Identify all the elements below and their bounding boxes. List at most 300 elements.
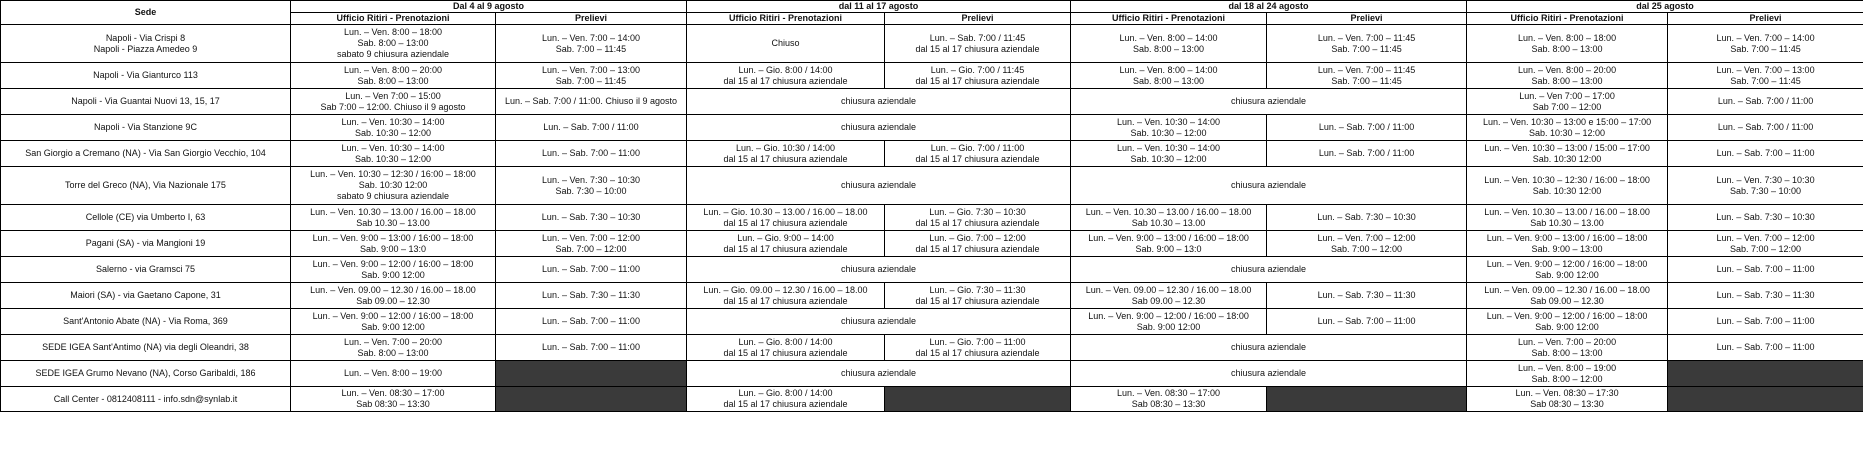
schedule-line: Lun. – Ven. 09.00 – 12.30 / 16.00 – 18.00 (310, 284, 476, 295)
sede-line: Call Center - 0812408111 - info.sdn@synlab.it (53, 393, 238, 404)
sede-line: Napoli - Piazza Amedeo 9 (93, 43, 198, 54)
schedule-line: Lun. – Ven. 7:00 – 12:00 (1716, 232, 1815, 243)
schedule-cell (1071, 231, 1267, 257)
schedule-line: Sab. 10:30 12:00 (358, 180, 428, 190)
schedule-line: Sab. 7:00 – 11:45 (1331, 75, 1402, 86)
schedule-cell (291, 257, 496, 283)
schedule-cell (1668, 141, 1863, 167)
schedule-line: dal 15 al 17 chiusura aziendale (915, 153, 1040, 164)
schedule-line: Sab. 10:30 – 12:00 (1130, 153, 1207, 164)
schedule-line: Lun. – Ven 7:00 – 17:00 (1519, 90, 1615, 101)
sede-line: SEDE IGEA Grumo Nevano (NA), Corso Garibaldi, 186 (35, 368, 256, 378)
schedule-line: Sab. 10:30 – 12:00 (1130, 127, 1207, 138)
schedule-line: Lun. – Ven. 08:30 – 17:00 (341, 388, 445, 398)
blocked-cell (885, 387, 1071, 412)
schedule-line: Sab 09.00 – 12.30 (1131, 295, 1206, 306)
schedule-cell (1467, 141, 1668, 167)
schedule-line: Lun. – Ven. 8:00 – 18:00 (343, 27, 443, 37)
schedule-line: dal 15 al 17 chiusura aziendale (723, 75, 848, 86)
schedule-line: chiusura aziendale (840, 264, 917, 274)
schedule-cell (1071, 167, 1467, 205)
schedule-cell (1668, 167, 1863, 205)
schedule-line: Lun. – Ven. 9:00 – 12:00 / 16:00 – 18:00 (1486, 310, 1648, 321)
header-prelievi: Prelievi (1267, 13, 1467, 25)
schedule-line: Lun. – Sab. 7:30 – 11:30 (1317, 290, 1416, 300)
schedule-line: Lun. – Ven. 10:30 – 14:00 (1116, 116, 1221, 127)
schedule-cell (1071, 283, 1267, 309)
schedule-line: dal 15 al 17 chiusura aziendale (723, 295, 848, 306)
schedule-cell (1071, 257, 1467, 283)
schedule-cell (496, 309, 687, 335)
sede-line: Maiori (SA) - via Gaetano Capone, 31 (70, 290, 221, 300)
schedule-line: dal 15 al 17 chiusura aziendale (723, 217, 848, 228)
sede-cell (1, 205, 291, 231)
sede-line: Napoli - Via Guantai Nuovi 13, 15, 17 (71, 96, 220, 106)
sede-line: Torre del Greco (NA), Via Nazionale 175 (65, 180, 226, 190)
schedule-line: Sab 10.30 – 13.00 (356, 217, 430, 228)
schedule-line: Sab. 10:30 – 12:00 (354, 127, 432, 138)
schedule-line: Lun. – Gio. 09.00 – 12.30 / 16.00 – 18.00 (703, 284, 868, 295)
schedule-cell (1071, 141, 1267, 167)
schedule-cell (1467, 63, 1668, 89)
schedule-line: Sab. 8:00 – 13:00 (1132, 75, 1205, 86)
schedule-cell (885, 141, 1071, 167)
schedule-cell (496, 63, 687, 89)
schedule-line: Lun. – Ven. 7:00 – 11:45 (1317, 32, 1416, 43)
schedule-cell (1267, 25, 1467, 63)
table-row (1, 257, 1863, 283)
schedule-cell (496, 89, 687, 115)
header-prelievi: Prelievi (496, 13, 687, 25)
schedule-cell (291, 25, 496, 63)
schedule-line: Lun. – Sab. 7:00 – 11:00 (1716, 148, 1815, 158)
schedule-cell (885, 335, 1071, 361)
schedule-line: Lun. – Ven. 9:00 – 12:00 / 16:00 – 18:00 (312, 258, 474, 269)
schedule-line: Sab. 9:00 – 13:0 (359, 243, 427, 254)
schedule-line: Sab. 7:00 – 12:00 (1730, 243, 1802, 254)
schedule-line: Sab. 7:00 – 11:45 (1331, 43, 1402, 54)
schedule-line: dal 15 al 17 chiusura aziendale (915, 295, 1040, 306)
header-ufficio-ritiri: Ufficio Ritiri - Prenotazioni (1467, 13, 1668, 25)
schedule-line: Sab. 10:30 12:00 (1532, 185, 1602, 196)
schedule-line: Sab. 8:00 – 13:00 (357, 75, 429, 86)
schedule-cell (291, 335, 496, 361)
header-ufficio-ritiri: Ufficio Ritiri - Prenotazioni (291, 13, 496, 25)
schedule-cell (1267, 141, 1467, 167)
schedule-cell (496, 231, 687, 257)
schedule-cell (1467, 167, 1668, 205)
sede-cell (1, 63, 291, 89)
schedule-line: Lun. – Ven. 7:00 – 13:00 (541, 64, 641, 75)
schedule-cell (1467, 115, 1668, 141)
schedule-line: Lun. – Sab. 7:00 / 11:00 (1717, 122, 1814, 132)
schedule-line: Sab. 9:00 12:00 (361, 321, 425, 332)
schedule-line: chiusura aziendale (1230, 342, 1307, 352)
schedule-line: dal 15 al 17 chiusura aziendale (915, 75, 1040, 86)
schedule-line: Lun. – Sab. 7:00 / 11:00 (1318, 122, 1415, 132)
sede-line: Pagani (SA) - via Mangioni 19 (85, 238, 206, 248)
schedule-cell (1467, 205, 1668, 231)
schedule-cell (687, 257, 1071, 283)
header-period-2: dal 11 al 17 agosto (687, 1, 1071, 13)
schedule-line: Lun. – Sab. 7:30 – 11:30 (542, 290, 640, 300)
schedule-cell (687, 167, 1071, 205)
schedule-line: Lun. – Ven. 8:00 – 14:00 (1119, 64, 1218, 75)
schedule-cell (1467, 89, 1668, 115)
schedule-cell (1467, 25, 1668, 63)
schedule-cell (291, 387, 496, 412)
schedule-cell (1267, 283, 1467, 309)
schedule-cell (885, 63, 1071, 89)
schedule-cell (496, 335, 687, 361)
header-period-3: dal 18 al 24 agosto (1071, 1, 1467, 13)
blocked-cell (1668, 387, 1863, 412)
schedule-line: Lun. – Ven. 10:30 – 13:00 / 15:00 – 17:00 (1484, 142, 1650, 153)
blocked-cell (496, 361, 687, 387)
schedule-line: Lun. – Ven. 7:30 – 10:30 (1716, 174, 1815, 185)
schedule-cell (1071, 25, 1267, 63)
schedule-line: Lun. – Gio. 10.30 – 13.00 / 16.00 – 18.00 (703, 206, 868, 217)
schedule-line: Lun. – Ven. 8:00 – 20:00 (1517, 64, 1617, 75)
schedule-line: Lun. – Ven. 8:00 – 20:00 (343, 64, 443, 75)
schedule-cell (291, 361, 496, 387)
table-row (1, 361, 1863, 387)
schedule-line: Lun. – Ven. 9:00 – 12:00 / 16:00 – 18:00 (1088, 310, 1249, 321)
sede-cell (1, 257, 291, 283)
schedule-line: Sab. 7:30 – 10:00 (555, 185, 627, 196)
schedule-cell (1668, 115, 1863, 141)
header-period-4: dal 25 agosto (1467, 1, 1863, 13)
schedule-cell (496, 205, 687, 231)
sede-line: Salerno - via Gramsci 75 (95, 264, 196, 274)
schedule-line: Lun. – Sab. 7:30 – 10:30 (1716, 212, 1815, 222)
table-row (1, 335, 1863, 361)
schedule-cell (291, 309, 496, 335)
schedule-line: Lun. – Ven. 10:30 – 14:00 (341, 142, 445, 153)
schedule-line: chiusura aziendale (840, 316, 917, 326)
schedule-line: Lun. – Sab. 7:00 – 11:00 (542, 342, 640, 352)
schedule-line: Lun. – Ven. 8:00 – 19:00 (343, 368, 443, 378)
schedule-line: dal 15 al 17 chiusura aziendale (915, 43, 1040, 54)
table-row (1, 205, 1863, 231)
schedule-cell (1668, 335, 1863, 361)
schedule-line: chiusura aziendale (1230, 96, 1307, 106)
schedule-cell (687, 63, 885, 89)
schedule-line: Sab. 8:00 – 12:00 (1531, 373, 1603, 384)
schedule-cell (1668, 257, 1863, 283)
schedule-line: Lun. – Sab. 7:00 / 11:00. Chiuso il 9 agosto (505, 96, 677, 106)
header-period-1: Dal 4 al 9 agosto (291, 1, 687, 13)
sede-line: Napoli - Via Stanzione 9C (94, 122, 197, 132)
header-sede: Sede (1, 1, 291, 25)
schedule-line: Lun. – Gio. 8:00 / 14:00 (738, 64, 833, 75)
schedule-line: Sab. 7:00 – 12:00 (1330, 243, 1403, 254)
schedule-cell (1668, 309, 1863, 335)
schedule-cell (496, 283, 687, 309)
schedule-line: Lun. – Ven. 10.30 – 13.00 / 16.00 – 18.00 (310, 206, 476, 217)
sede-cell (1, 309, 291, 335)
schedule-cell (687, 283, 885, 309)
schedule-line: Lun. – Ven. 7:00 – 12:00 (541, 232, 641, 243)
schedule-cell (687, 205, 885, 231)
schedule-line: Lun. – Ven. 8:00 – 14:00 (1119, 32, 1218, 43)
schedule-cell (496, 257, 687, 283)
schedule-line: chiusura aziendale (1230, 368, 1307, 378)
schedule-cell (687, 89, 1071, 115)
sede-line: Napoli - Via Crispi 8 (105, 32, 186, 43)
sede-cell (1, 167, 291, 205)
schedule-cell (496, 25, 687, 63)
schedule-line: Sab 09.00 – 12.30 (356, 295, 430, 306)
schedule-line: Lun. – Ven. 8:00 – 19:00 (1517, 362, 1617, 373)
schedule-line: Sab. 7:00 – 11:45 (555, 75, 627, 86)
sede-cell (1, 387, 291, 412)
schedule-cell (1668, 89, 1863, 115)
sede-cell (1, 283, 291, 309)
schedule-cell (1467, 309, 1668, 335)
header-prelievi: Prelievi (1668, 13, 1863, 25)
schedule-cell (687, 361, 1071, 387)
schedule-cell (1467, 231, 1668, 257)
schedule-line: Lun. – Ven. 9:00 – 13:00 / 16:00 – 18:00 (1088, 232, 1249, 243)
schedule-line: Lun. – Gio. 9:00 – 14:00 (737, 232, 834, 243)
schedule-line: dal 15 al 17 chiusura aziendale (915, 217, 1040, 228)
schedule-line: Lun. – Gio. 7:00 / 11:45 (930, 64, 1025, 75)
schedule-cell (885, 283, 1071, 309)
schedule-cell (1668, 63, 1863, 89)
schedule-line: Lun. – Ven. 10.30 – 13.00 / 16.00 – 18.00 (1085, 206, 1252, 217)
schedule-cell (687, 335, 885, 361)
table-header (1, 1, 1863, 25)
schedule-line: Sab. 10:30 – 12:00 (354, 153, 432, 164)
schedule-line: chiusura aziendale (840, 96, 917, 106)
schedule-line: Lun. – Sab. 7:00 – 11:00 (1716, 316, 1815, 326)
schedule-line: Sab. 9:00 – 13:0 (1135, 243, 1202, 254)
schedule-line: Lun. – Sab. 7:00 – 11:00 (542, 316, 640, 326)
schedule-cell (1668, 283, 1863, 309)
schedule-cell (1071, 361, 1467, 387)
schedule-line: Lun. – Sab. 7:00 / 11:00 (1717, 96, 1814, 106)
table-row (1, 115, 1863, 141)
schedule-line: dal 15 al 17 chiusura aziendale (723, 153, 848, 164)
schedule-cell (1267, 63, 1467, 89)
schedule-cell (1267, 231, 1467, 257)
schedule-line: Lun. – Gio. 7:30 – 10:30 (929, 206, 1026, 217)
schedule-line: Lun. – Sab. 7:00 – 11:00 (542, 148, 640, 158)
schedule-line: Sab. 9:00 – 13:00 (1531, 243, 1603, 254)
schedule-line: Sab. 7:00 – 11:45 (555, 43, 627, 54)
schedule-line: Sab. 9:00 12:00 (1535, 269, 1599, 280)
schedule-line: Lun. – Gio. 7:00 – 12:00 (929, 232, 1026, 243)
schedule-cell (687, 141, 885, 167)
schedule-cell (1071, 309, 1267, 335)
schedule-line: Sab 7:00 – 12:00. Chiuso il 9 agosto (320, 101, 466, 112)
schedule-cell (1267, 205, 1467, 231)
schedule-cell (291, 205, 496, 231)
sede-cell (1, 115, 291, 141)
schedule-cell (1467, 335, 1668, 361)
sede-line: Cellole (CE) via Umberto I, 63 (85, 212, 206, 222)
schedule-line: Lun. – Gio. 7:30 – 11:30 (929, 284, 1026, 295)
schedule-line: Lun. – Sab. 7:00 – 11:00 (1716, 342, 1815, 352)
table-row (1, 63, 1863, 89)
schedule-cell (291, 231, 496, 257)
schedule-line: Lun. – Sab. 7:00 / 11:45 (929, 32, 1026, 43)
schedule-cell (496, 115, 687, 141)
schedule-line: Lun. – Ven. 09.00 – 12.30 / 16.00 – 18.00 (1484, 284, 1650, 295)
schedule-line: Lun. – Ven. 7:00 – 14:00 (541, 32, 641, 43)
schedule-line: Lun. – Sab. 7:30 – 10:30 (541, 212, 641, 222)
sede-cell (1, 361, 291, 387)
schedule-line: Sab. 8:00 – 13:00 (357, 347, 429, 358)
schedule-line: Sab 08:30 – 13:30 (1131, 399, 1206, 409)
schedule-line: Lun. – Ven. 08:30 – 17:00 (1116, 388, 1221, 398)
schedule-line: Sab. 8:00 – 13:00 (1531, 43, 1603, 54)
schedule-line: chiusura aziendale (840, 180, 917, 190)
schedule-line: Lun. – Ven. 7:00 – 14:00 (1716, 32, 1815, 43)
schedule-line: Lun. – Ven. 08:30 – 17:30 (1515, 388, 1619, 398)
schedule-line: Sab. 7:00 – 12:00 (555, 243, 627, 254)
schedule-line: Lun. – Gio. 7:00 / 11:00 (930, 142, 1025, 153)
schedule-line: Lun. – Ven. 09.00 – 12.30 / 16.00 – 18.00 (1085, 284, 1252, 295)
table-row (1, 141, 1863, 167)
schedule-cell (496, 167, 687, 205)
schedule-line: Lun. – Ven. 7:00 – 13:00 (1716, 64, 1815, 75)
schedule-line: dal 15 al 17 chiusura aziendale (915, 347, 1040, 358)
schedule-line: Lun. – Gio. 7:00 – 11:00 (929, 336, 1026, 347)
sede-line: Napoli - Via Gianturco 113 (93, 70, 198, 80)
table-body (1, 25, 1863, 412)
schedule-line: Lun. – Sab. 7:00 – 11:00 (1716, 264, 1815, 274)
schedule-line: Lun. – Ven. 7:00 – 12:00 (1317, 232, 1416, 243)
schedule-cell (1467, 361, 1668, 387)
schedule-cell (687, 115, 1071, 141)
schedule-line: Sab. 10:30 – 12:00 (1528, 127, 1606, 138)
schedule-line: Lun. – Sab. 7:00 – 11:00 (542, 264, 640, 274)
schedule-cell (1267, 309, 1467, 335)
sede-line: San Giorgio a Cremano (NA) - Via San Giorgio Vecchio, 104 (25, 148, 266, 158)
header-ufficio-ritiri: Ufficio Ritiri - Prenotazioni (1071, 13, 1267, 25)
schedule-cell (291, 167, 496, 205)
schedule-cell (885, 231, 1071, 257)
schedule-line: Lun. – Ven. 10:30 – 12:30 / 16:00 – 18:00 (310, 169, 476, 179)
schedule-line: Sab. 7:00 – 11:45 (1730, 43, 1801, 54)
schedule-line: chiusura aziendale (1230, 180, 1307, 190)
table-row (1, 25, 1863, 63)
schedule-line: dal 15 al 17 chiusura aziendale (723, 399, 848, 409)
schedule-cell (291, 89, 496, 115)
schedule-line: Chiuso (771, 38, 800, 48)
schedule-line: Lun. – Sab. 7:00 / 11:00 (1318, 148, 1415, 158)
schedule-line: Sab. 9:00 12:00 (361, 269, 425, 280)
schedule-cell (291, 115, 496, 141)
schedule-line: Lun. – Ven. 9:00 – 12:00 / 16:00 – 18:00 (1486, 258, 1648, 269)
schedule-line: Lun. – Ven. 7:00 – 20:00 (1517, 336, 1617, 347)
schedule-line: dal 15 al 17 chiusura aziendale (915, 243, 1040, 254)
table-row (1, 167, 1863, 205)
schedule-line: Sab. 9:00 12:00 (1535, 321, 1599, 332)
schedule-line: sabato 9 chiusura aziendale (336, 49, 450, 59)
header-prelievi: Prelievi (885, 13, 1071, 25)
sede-cell (1, 25, 291, 63)
schedule-line: Lun. – Gio. 10:30 / 14:00 (735, 142, 836, 153)
sede-line: SEDE IGEA Sant'Antimo (NA) via degli Oleandri, 38 (42, 342, 249, 352)
table-row (1, 387, 1863, 412)
table-row (1, 309, 1863, 335)
schedule-line: Sab 10.30 – 13.00 (1131, 217, 1206, 228)
schedule-line: Lun. – Ven 7:00 – 15:00 (345, 90, 441, 101)
schedule-line: Lun. – Ven. 10:30 – 14:00 (341, 116, 445, 127)
schedule-cell (1071, 89, 1467, 115)
schedule-line: Sab 7:00 – 12:00 (1532, 101, 1602, 112)
schedule-line: Lun. – Sab. 7:30 – 11:30 (1716, 290, 1815, 300)
schedule-cell (1668, 205, 1863, 231)
schedule-line: Lun. – Ven. 8:00 – 18:00 (1517, 32, 1617, 43)
schedule-line: Sab. 9:00 12:00 (1136, 321, 1201, 332)
schedule-line: Lun. – Ven. 7:00 – 11:45 (1317, 64, 1416, 75)
schedule-cell (1267, 115, 1467, 141)
sede-cell (1, 141, 291, 167)
schedule-cell (1668, 231, 1863, 257)
schedule-line: Lun. – Gio. 8:00 / 14:00 (738, 336, 833, 347)
schedule-line: Sab. 7:00 – 11:45 (1730, 75, 1801, 86)
schedule-line: Lun. – Sab. 7:00 – 11:00 (1317, 316, 1416, 326)
schedule-line: Lun. – Ven. 9:00 – 13:00 / 16:00 – 18:00 (1486, 232, 1648, 243)
schedule-cell (1071, 63, 1267, 89)
schedule-cell (687, 387, 885, 412)
sede-line: Sant'Antonio Abate (NA) - Via Roma, 369 (63, 316, 228, 326)
schedule-line: Lun. – Sab. 7:30 – 10:30 (1317, 212, 1416, 222)
schedule-cell (1071, 115, 1267, 141)
schedule-line: Sab 08:30 – 13:30 (1530, 399, 1604, 409)
schedule-line: Sab. 8:00 – 13:00 (1132, 43, 1205, 54)
schedule-cell (291, 283, 496, 309)
schedule-cell (1467, 257, 1668, 283)
schedule-cell (885, 25, 1071, 63)
schedule-line: Lun. – Ven. 10:30 – 13:00 e 15:00 – 17:00 (1482, 116, 1652, 127)
schedule-line: Sab 08:30 – 13:30 (356, 399, 430, 409)
schedule-line: sabato 9 chiusura aziendale (336, 191, 450, 201)
schedule-cell (1467, 387, 1668, 412)
schedule-line: Lun. – Ven. 7:30 – 10:30 (541, 174, 641, 185)
schedule-cell (687, 25, 885, 63)
schedule-cell (496, 141, 687, 167)
schedule-cell (687, 309, 1071, 335)
schedule-cell (885, 205, 1071, 231)
schedule-line: Sab. 8:00 – 13:00 (357, 38, 429, 48)
schedule-line: chiusura aziendale (840, 368, 917, 378)
schedule-cell (1071, 205, 1267, 231)
schedule-cell (687, 231, 885, 257)
schedule-line: dal 15 al 17 chiusura aziendale (723, 347, 848, 358)
sede-cell (1, 335, 291, 361)
table-row (1, 283, 1863, 309)
schedule-cell (1467, 283, 1668, 309)
schedule-line: dal 15 al 17 chiusura aziendale (723, 243, 848, 254)
schedule-cell (291, 63, 496, 89)
blocked-cell (496, 387, 687, 412)
schedule-cell (1071, 335, 1467, 361)
sede-cell (1, 89, 291, 115)
schedule-line: Lun. – Ven. 10:30 – 14:00 (1116, 142, 1221, 153)
schedule-line: Lun. – Ven. 10:30 – 12:30 / 16:00 – 18:00 (1484, 174, 1650, 185)
blocked-cell (1668, 361, 1863, 387)
schedule-line: chiusura aziendale (1230, 264, 1307, 274)
schedule-line: Sab 10.30 – 13.00 (1530, 217, 1604, 228)
schedule-line: Lun. – Sab. 7:00 / 11:00 (543, 122, 639, 132)
schedule-line: Sab. 8:00 – 13:00 (1531, 75, 1603, 86)
schedule-cell (1668, 25, 1863, 63)
